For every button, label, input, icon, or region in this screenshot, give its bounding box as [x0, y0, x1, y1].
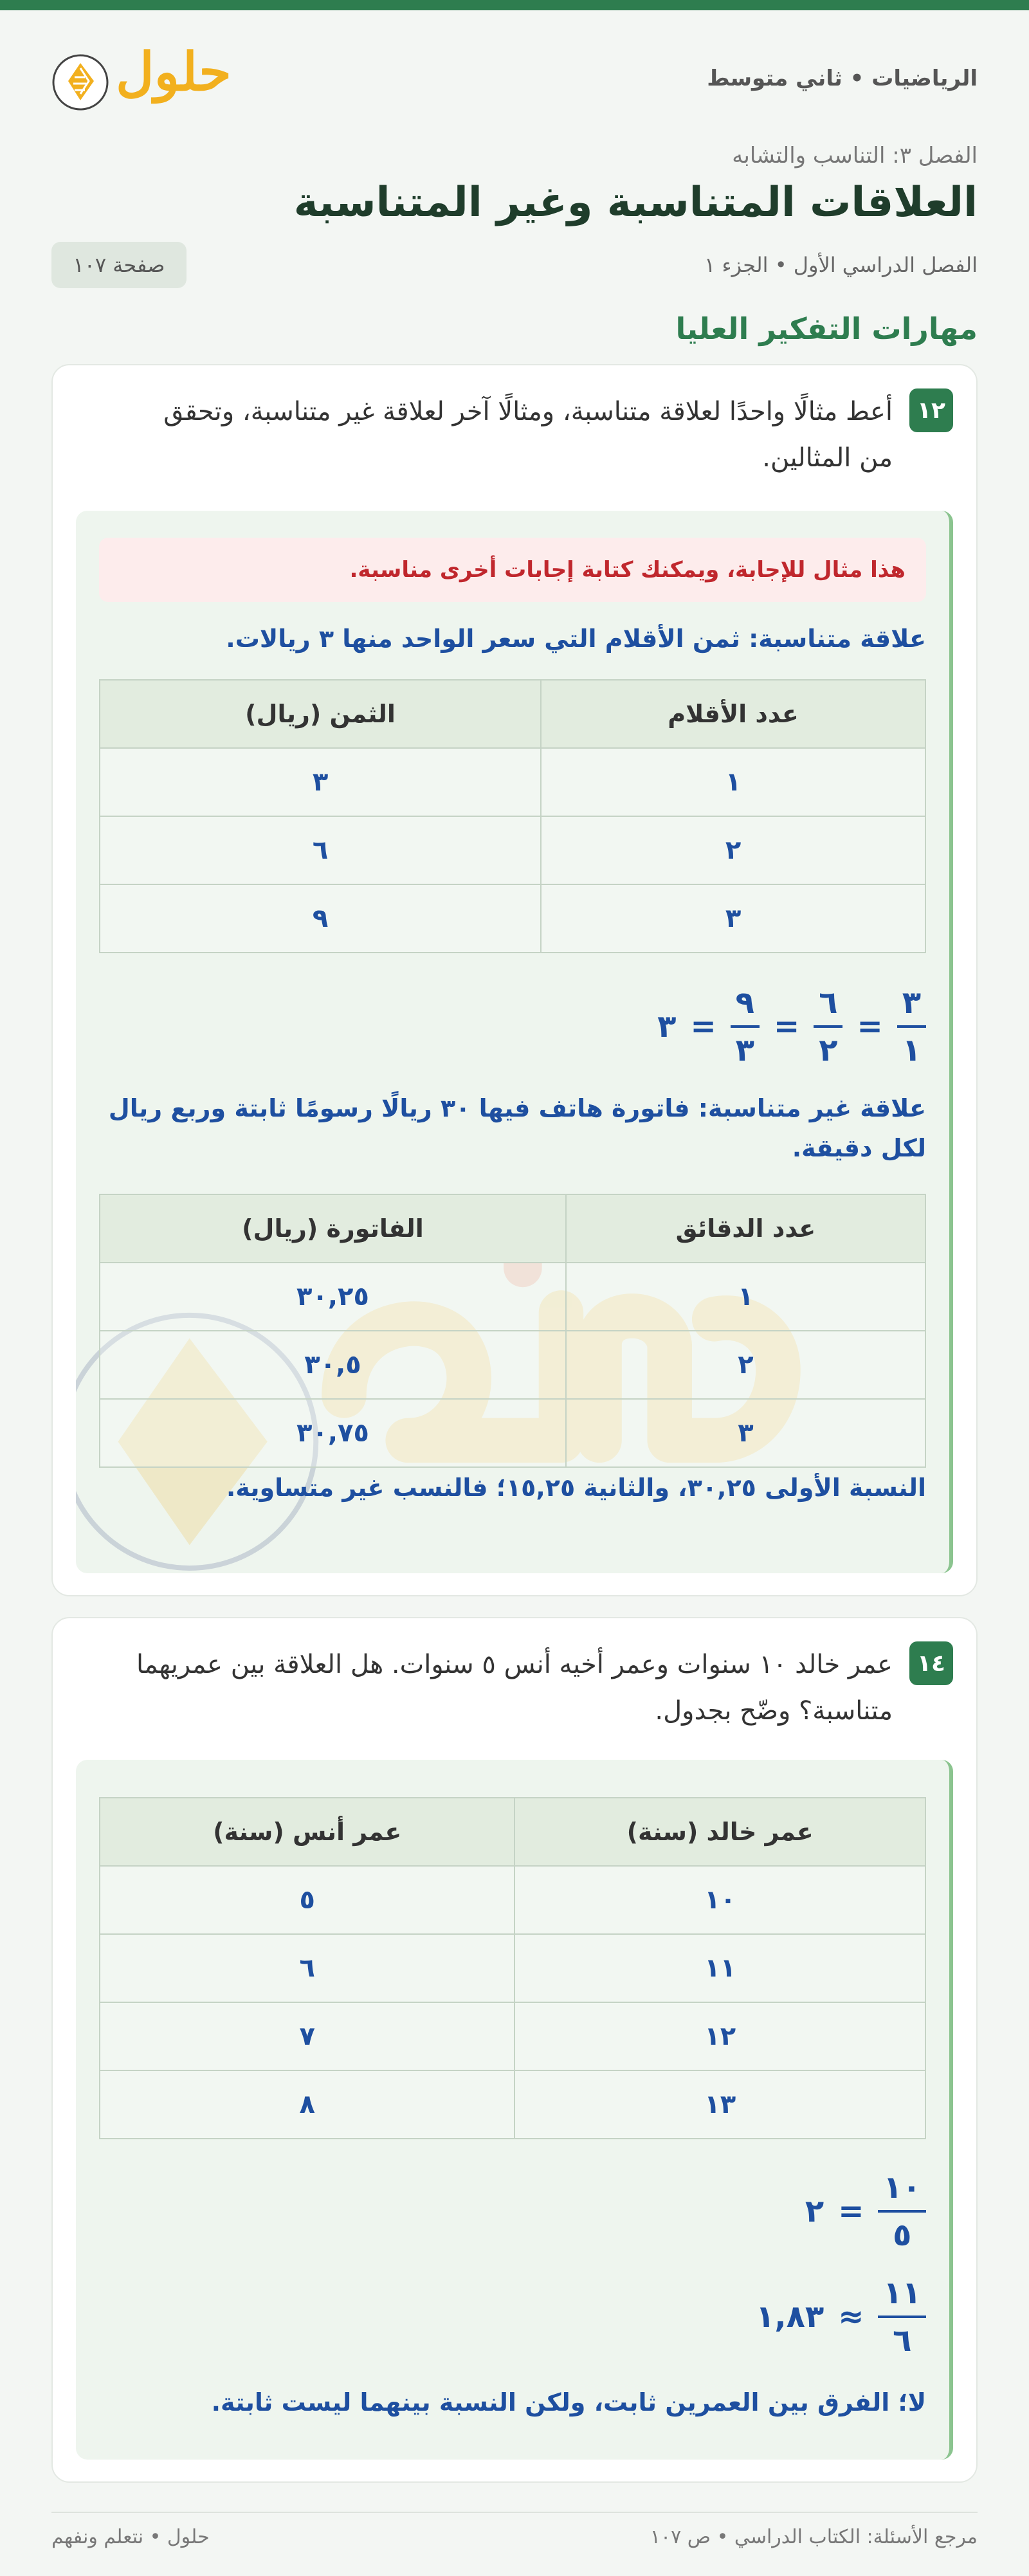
footer-divider — [51, 2512, 978, 2513]
subject-label: الرياضيات • ثاني متوسط — [707, 66, 978, 91]
fraction-denominator: ١ — [902, 1032, 921, 1068]
fraction-numerator: ٩ — [731, 984, 760, 1028]
equals-sign: = — [838, 2193, 864, 2229]
fraction-denominator: ٣ — [735, 1032, 754, 1068]
question-text: أعط مثالًا واحدًا لعلاقة متناسبة، ومثالًا آخر لعلاقة غير متناسبة، وتحقق من المثالين. — [163, 397, 893, 473]
question-card-14 — [51, 1617, 978, 2483]
table-cell: ٧ — [100, 2002, 514, 2070]
question-text: عمر خالد ١٠ سنوات وعمر أخيه أنس ٥ سنوات. هل العلاقة بين عمريهما متناسبة؟ وضّح بجدول. — [136, 1650, 893, 1726]
table-cell: ٣ — [566, 1399, 925, 1467]
fraction-numerator: ٣ — [897, 984, 926, 1028]
answer-note: هذا مثال للإجابة، ويمكنك كتابة إجابات أخرى مناسبة. — [99, 538, 926, 602]
table-row — [100, 816, 925, 884]
table-cell: ٣٠,٢٥ — [100, 1263, 566, 1331]
page-number-badge: صفحة ١٠٧ — [51, 242, 187, 288]
ratio-result: ١,٨٣ — [756, 2299, 824, 2335]
table-row — [100, 884, 925, 953]
site-logo[interactable] — [51, 39, 232, 116]
fraction-denominator: ٢ — [819, 1032, 838, 1068]
question-number-badge: ١٤ — [909, 1641, 953, 1685]
table-cell: ٩ — [100, 884, 541, 953]
table-cell: ٢ — [541, 816, 925, 884]
table-cell: ٦ — [100, 816, 541, 884]
section-title: مهارات التفكير العليا — [675, 311, 978, 346]
fraction — [897, 984, 926, 1069]
non-proportional-example-title: علاقة غير متناسبة: فاتورة هاتف فيها ٣٠ ريالًا رسومًا ثابتة وربع ريال لكل دقيقة. — [108, 1094, 926, 1162]
table-cell: ١ — [541, 748, 925, 816]
answer-conclusion: لا؛ الفرق بين العمرين ثابت، ولكن النسبة بينهما ليست ثابتة. — [211, 2388, 926, 2416]
ratio-equation — [805, 2169, 926, 2254]
table-cell: ١ — [566, 1263, 925, 1331]
equals-sign: = — [773, 1009, 800, 1045]
table-row — [100, 1331, 925, 1399]
ratio-result: ٢ — [805, 2193, 824, 2229]
equals-sign: = — [690, 1009, 716, 1045]
question-card-12 — [51, 364, 978, 1596]
top-accent-bar — [0, 0, 1029, 10]
equals-sign: = — [857, 1009, 883, 1045]
table-cell: ٣٠,٧٥ — [100, 1399, 566, 1467]
table-header: الفاتورة (ريال) — [100, 1194, 566, 1263]
fraction — [878, 2274, 926, 2359]
phone-bill-table — [99, 1194, 926, 1468]
answer-box — [76, 511, 953, 1573]
table-row — [100, 1934, 925, 2002]
fraction — [878, 2169, 926, 2254]
table-cell: ٥ — [100, 1866, 514, 1934]
table-cell: ١٢ — [514, 2002, 925, 2070]
table-row — [100, 1263, 925, 1331]
ratio-equation — [657, 984, 926, 1069]
page-header — [51, 39, 978, 116]
table-row — [100, 748, 925, 816]
ratio-result: ٣ — [657, 1009, 677, 1045]
answer-conclusion: النسبة الأولى ٣٠,٢٥، والثانية ١٥,٢٥؛ فالنسب غير متساوية. — [226, 1474, 926, 1502]
table-header: عمر أنس (سنة) — [100, 1798, 514, 1866]
footer-reference: مرجع الأسئلة: الكتاب الدراسي • ص ١٠٧ — [650, 2526, 978, 2548]
table-row — [100, 1399, 925, 1467]
fraction-denominator: ٥ — [893, 2217, 912, 2253]
answer-box — [76, 1760, 953, 2460]
ages-table — [99, 1797, 926, 2139]
table-cell: ٣٠,٥ — [100, 1331, 566, 1399]
table-header: عدد الأقلام — [541, 680, 925, 748]
footer-brand: حلول • نتعلم ونفهم — [51, 2526, 210, 2548]
fraction-denominator: ٦ — [893, 2323, 912, 2359]
table-cell: ٨ — [100, 2070, 514, 2139]
term-label: الفصل الدراسي الأول • الجزء ١ — [704, 253, 978, 277]
fraction-numerator: ١٠ — [878, 2169, 926, 2213]
table-cell: ٣ — [541, 884, 925, 953]
proportional-example-title: علاقة متناسبة: ثمن الأقلام التي سعر الواحد منها ٣ ريالات. — [226, 625, 926, 653]
logo-text: حلول — [116, 41, 232, 103]
approx-sign: ≈ — [838, 2299, 864, 2335]
table-header: عدد الدقائق — [566, 1194, 925, 1263]
table-cell: ٣ — [100, 748, 541, 816]
pens-price-table — [99, 679, 926, 953]
fraction-numerator: ١١ — [878, 2274, 926, 2318]
table-header: الثمن (ريال) — [100, 680, 541, 748]
table-row — [100, 2002, 925, 2070]
table-cell: ٢ — [566, 1331, 925, 1399]
page-title: العلاقات المتناسبة وغير المتناسبة — [293, 179, 978, 226]
ratio-equation — [756, 2274, 926, 2359]
table-header: عمر خالد (سنة) — [514, 1798, 925, 1866]
table-cell: ٦ — [100, 1934, 514, 2002]
fraction — [814, 984, 842, 1069]
fraction-numerator: ٦ — [814, 984, 842, 1028]
question-number-badge: ١٢ — [909, 388, 953, 432]
chapter-label: الفصل ٣: التناسب والتشابه — [732, 143, 978, 169]
table-cell: ١٣ — [514, 2070, 925, 2139]
fraction — [731, 984, 760, 1069]
table-cell: ١١ — [514, 1934, 925, 2002]
table-row — [100, 2070, 925, 2139]
table-cell: ١٠ — [514, 1866, 925, 1934]
table-row — [100, 1866, 925, 1934]
